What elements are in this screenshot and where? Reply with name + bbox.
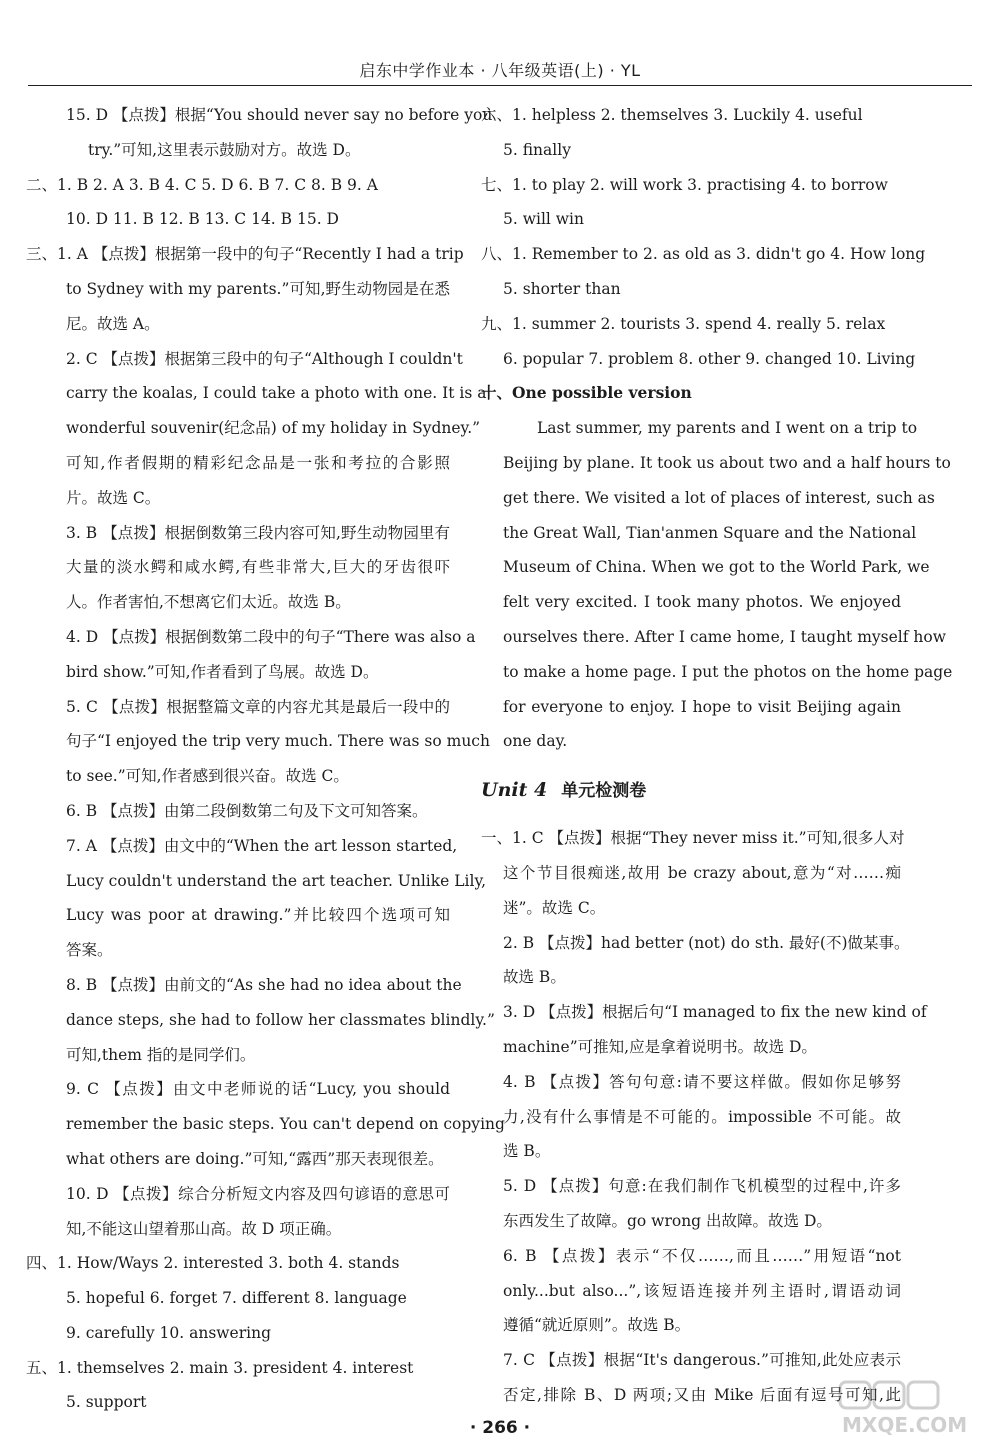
- answer-line: Museum of China. When we got to the World Park, we: [503, 558, 930, 577]
- answer-line: 5. shorter than: [503, 279, 621, 298]
- answer-line: 答案。: [66, 941, 113, 960]
- answer-line: carry the koalas, I could take a photo with one. It is a: [66, 384, 487, 403]
- answer-line: 4. D 【点拨】根据倒数第二段中的句子“There was also a: [66, 627, 476, 646]
- answer-line: 6. popular 7. problem 8. other 9. changed 10. Living: [503, 349, 916, 368]
- answer-line: 片。故选 C。: [66, 488, 161, 507]
- answer-line: 可知,them 指的是同学们。: [66, 1045, 256, 1064]
- answer-line: 2. C 【点拨】根据第三段中的句子“Although I couldn't: [66, 349, 463, 368]
- answer-line: 遵循“就近原则”。故选 B。: [503, 1316, 691, 1335]
- answer-line: 选 B。: [503, 1142, 551, 1161]
- answer-line: 15. D 【点拨】根据“You should never say no before you: [66, 106, 493, 124]
- answer-line: 故选 B。: [503, 968, 566, 987]
- answer-line: 5. finally: [503, 140, 571, 159]
- answer-line: ourselves there. After I came home, I taught myself how: [503, 627, 946, 646]
- answer-line: remember the basic steps. You can't depend on copying: [66, 1115, 505, 1134]
- answer-line: 九、1. summer 2. tourists 3. spend 4. really 5. relax: [481, 314, 886, 333]
- answer-line: for everyone to enjoy. I hope to visit Beijing again: [503, 697, 901, 716]
- answer-line: the Great Wall, Tian'anmen Square and the National: [503, 523, 917, 542]
- answer-line: 人。作者害怕,不想离它们太近。故选 B。: [66, 593, 351, 612]
- answer-line: 3. D 【点拨】根据后句“I managed to fix the new kind of: [503, 1003, 927, 1022]
- answer-line: 七、1. to play 2. will work 3. practising 4. to borrow: [481, 175, 888, 194]
- answer-line: 三、1. A 【点拨】根据第一段中的句子“Recently I had a trip: [26, 245, 464, 264]
- answer-line: Lucy was poor at drawing.”并比较四个选项可知: [66, 906, 450, 925]
- answer-line: 尼。故选 A。: [66, 314, 160, 333]
- answer-line: 5. will win: [503, 210, 584, 229]
- answer-line: 东西发生了故障。go wrong 出故障。故选 D。: [503, 1211, 832, 1230]
- answer-line: 力,没有什么事情是不可能的。impossible 不可能。故: [503, 1107, 901, 1126]
- answer-line: dance steps, she had to follow her classmates blindly.”: [66, 1010, 495, 1029]
- page-number: · 266 ·: [469, 1418, 531, 1438]
- answer-line: 9. carefully 10. answering: [66, 1323, 272, 1342]
- answer-line: 3. B 【点拨】根据倒数第三段内容可知,野生动物园里有: [66, 523, 450, 542]
- answer-line: 迷”。故选 C。: [503, 898, 606, 917]
- answer-line: 六、1. helpless 2. themselves 3. Luckily 4. useful: [481, 106, 863, 124]
- running-header: 启东中学作业本 · 八年级英语(上) · YL: [359, 61, 641, 80]
- answer-line: 7. C 【点拨】根据“It's dangerous.”可推知,此处应表示: [503, 1351, 901, 1370]
- answer-line: wonderful souvenir(纪念品) of my holiday in Sydney.”: [66, 419, 481, 438]
- unit-number: Unit 4: [481, 779, 548, 802]
- answer-line: get there. We visited a lot of places of interest, such as: [503, 488, 935, 507]
- answer-line: 否定,排除 B、D 两项;又由 Mike 后面有逗号可知,此: [503, 1385, 901, 1404]
- answer-line: 大量的淡水鳄和咸水鳄,有些非常大,巨大的牙齿很吓: [66, 558, 450, 577]
- answer-line: 2. B 【点拨】had better (not) do sth. 最好(不)做某事。: [503, 933, 910, 952]
- answer-line: to make a home page. I put the photos on the home page: [503, 662, 953, 681]
- answer-line: 5. hopeful 6. forget 7. different 8. language: [66, 1289, 407, 1308]
- answer-line: 四、1. How/Ways 2. interested 3. both 4. stands: [26, 1254, 400, 1273]
- answer-line: 句子“I enjoyed the trip very much. There was so much: [66, 732, 490, 751]
- answer-line: 5. C 【点拨】根据整篇文章的内容尤其是最后一段中的: [66, 697, 450, 716]
- answer-line: 知,不能这山望着那山高。故 D 项正确。: [66, 1219, 342, 1238]
- answer-line: only...but also...”,该短语连接并列主语时,谓语动词: [503, 1281, 901, 1300]
- answer-line: 5. D 【点拨】句意:在我们制作飞机模型的过程中,许多: [503, 1177, 901, 1196]
- answer-line: 5. support: [66, 1393, 147, 1412]
- answer-line: 五、1. themselves 2. main 3. president 4. interest: [26, 1358, 414, 1377]
- answer-line: to see.”可知,作者感到很兴奋。故选 C。: [66, 767, 349, 786]
- answer-line: one day.: [503, 732, 568, 751]
- answer-line: felt very excited. I took many photos. We enjoyed: [503, 593, 901, 612]
- answer-line: Last summer, my parents and I went on a trip to: [537, 419, 918, 438]
- left-column: [26, 98, 505, 1420]
- answer-line: try.”可知,这里表示鼓励对方。故选 D。: [88, 140, 361, 159]
- answer-line: 10. D 11. B 12. B 13. C 14. B 15. D: [66, 210, 339, 229]
- header-rule: [28, 85, 972, 86]
- right-column: [481, 98, 953, 1413]
- answer-line: 10. D 【点拨】综合分析短文内容及四句谚语的意思可: [66, 1184, 450, 1203]
- watermark-logo: [838, 1378, 968, 1438]
- answer-line: to Sydney with my parents.”可知,野生动物园是在悉: [66, 279, 450, 298]
- answer-line: 7. A 【点拨】由文中的“When the art lesson started,: [66, 836, 458, 855]
- answer-line: 八、1. Remember to 2. as old as 3. didn't go 4. How long: [481, 245, 926, 264]
- answer-line: 二、1. B 2. A 3. B 4. C 5. D 6. B 7. C 8. B 9. A: [26, 175, 378, 194]
- answer-line: 6. B 【点拨】由第二段倒数第二句及下文可知答案。: [66, 801, 428, 820]
- answer-line: what others are doing.”可知,“露西”那天表现很差。: [66, 1149, 444, 1168]
- unit-title: 单元检测卷: [561, 781, 647, 802]
- answer-line: 8. B 【点拨】由前文的“As she had no idea about the: [66, 975, 462, 994]
- answer-line: Lucy couldn't understand the art teacher. Unlike Lily,: [66, 871, 487, 890]
- right-column-answers: [481, 98, 953, 759]
- answer-line: bird show.”可知,作者看到了鸟展。故选 D。: [66, 662, 379, 681]
- answer-line: machine”可推知,应是拿着说明书。故选 D。: [503, 1037, 817, 1056]
- answer-line: 6. B 【点拨】表示“不仅……,而且……”用短语“not: [503, 1246, 901, 1265]
- answer-line: Beijing by plane. It took us about two and a half hours to: [503, 453, 951, 472]
- answer-line: 这个节目很痴迷,故用 be crazy about,意为“对……痴: [503, 863, 901, 882]
- answer-line: 十、One possible version: [481, 383, 692, 403]
- unit-test-answers: [481, 821, 927, 1413]
- answer-line: 9. C 【点拨】由文中老师说的话“Lucy, you should: [66, 1080, 450, 1099]
- answer-line: 4. B 【点拨】答句句意:请不要这样做。假如你足够努: [503, 1072, 901, 1091]
- answer-line: 一、1. C 【点拨】根据“They never miss it.”可知,很多人对: [481, 829, 905, 848]
- unit-heading: [481, 767, 901, 813]
- svg-text:MXQE.COM: MXQE.COM: [842, 1413, 968, 1437]
- answer-line: 可知,作者假期的精彩纪念品是一张和考拉的合影照: [66, 453, 450, 472]
